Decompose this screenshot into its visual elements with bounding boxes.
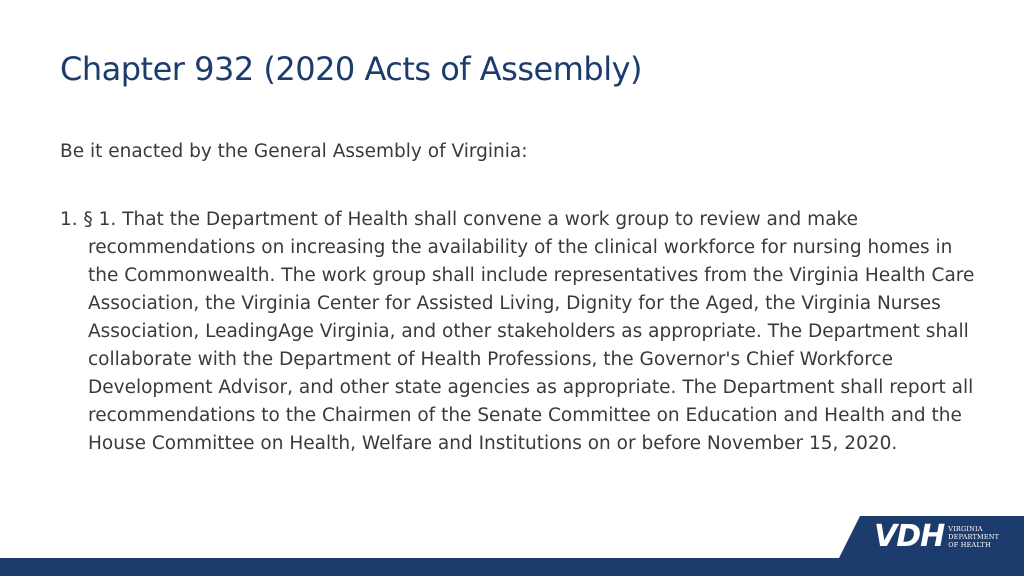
logo-line-department: DEPARTMENT [948, 533, 1000, 541]
slide-title: Chapter 932 (2020 Acts of Assembly) [60, 50, 642, 88]
footer-bar [0, 558, 1024, 576]
section-1-text: 1. § 1. That the Department of Health shall convene a work group to review and make recommendations on increasing the availability of the clinical workforce for nursing homes in the Commonwealth. The work group shall include representatives from the Virginia Health Care Association, the Virginia Center for Assisted Living, Dignity for the Aged, the Virginia Nurses Association, LeadingAge Virginia, and other stakeholders as appropriate. The Department shall collaborate with the Department of Health Professions, the Governor's Chief Workforce Development Advisor, and other state agencies as appropriate. The Department shall report all recommendations to the Chairmen of the Senate Committee on Education and Health and the House Committee on Health, Welfare and Institutions on or before November 15, 2020. [60, 209, 975, 454]
vdh-logo [874, 520, 999, 554]
vdh-logo-text [948, 525, 999, 549]
logo-line-of-health: OF HEALTH [948, 541, 991, 549]
enactment-clause: Be it enacted by the General Assembly of Virginia: [60, 141, 528, 162]
logo-line-virginia: VIRGINIA [948, 525, 983, 533]
vdh-logo-mark: VDH [874, 519, 945, 554]
